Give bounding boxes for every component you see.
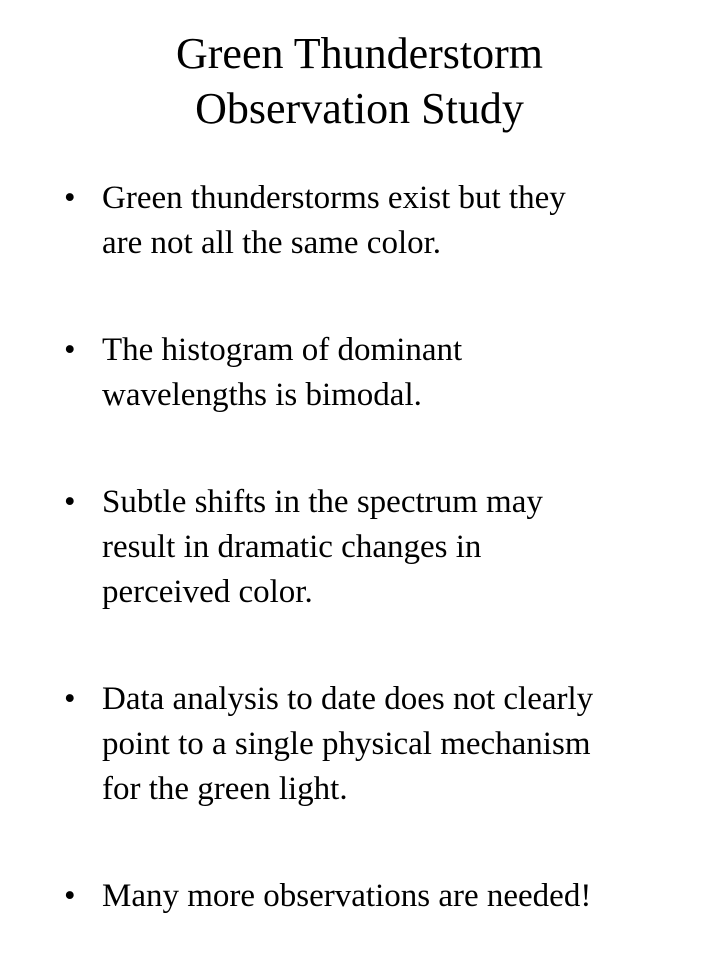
bullet-text-line: wavelengths is bimodal. xyxy=(102,377,422,413)
bullet-marker: • xyxy=(64,878,76,914)
bullet-marker: • xyxy=(64,484,76,520)
bullet-text-line: result in dramatic changes in xyxy=(102,529,482,565)
bullet-text-line: point to a single physical mechanism xyxy=(102,726,591,762)
bullet-text-line: Green thunderstorms exist but they xyxy=(102,180,566,216)
bullet-text-line: Many more observations are needed! xyxy=(102,878,592,914)
bullet-text-line: perceived color. xyxy=(102,574,313,610)
bullet-text-line: The histogram of dominant xyxy=(102,332,463,368)
slide-title-line-1: Green Thunderstorm xyxy=(176,29,543,78)
bullet-text xyxy=(102,176,682,266)
bullet-marker: • xyxy=(64,681,76,717)
bullet-text xyxy=(102,480,682,615)
bullet-text xyxy=(102,328,682,418)
bullet-text xyxy=(102,677,682,812)
bullet-marker: • xyxy=(64,332,76,368)
bullet-text xyxy=(102,874,682,919)
bullet-text-line: Data analysis to date does not clearly xyxy=(102,681,594,717)
bullet-text-line: Subtle shifts in the spectrum may xyxy=(102,484,543,520)
bullet-marker: • xyxy=(64,180,76,216)
bullet-text-line: are not all the same color. xyxy=(102,225,442,261)
bullet-text-line: for the green light. xyxy=(102,771,348,807)
slide-title-line-2: Observation Study xyxy=(195,84,524,133)
